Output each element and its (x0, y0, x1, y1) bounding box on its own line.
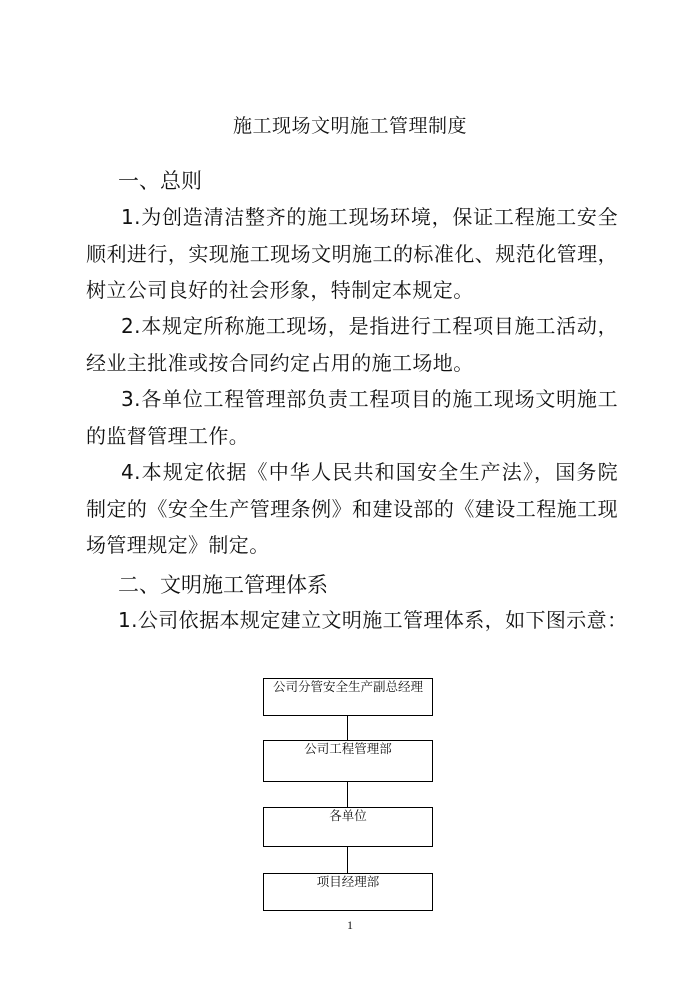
org-connector (347, 782, 348, 807)
document-title: 施工现场文明施工管理制度 (232, 115, 467, 137)
page-number: 1 (347, 918, 353, 932)
paragraph-5: 1.公司依据本规定建立文明施工管理体系，如下图示意： (118, 608, 628, 632)
section-heading-general: 一、总则 (118, 169, 202, 193)
paragraph-3: 3.各单位工程管理部负责工程项目的施工现场文明施工的监督管理工作。 (86, 387, 618, 448)
org-connector (347, 716, 348, 740)
org-connector (347, 847, 348, 873)
org-box-deputy-gm: 公司分管安全生产副总经理 (263, 678, 433, 716)
paragraph-1: 1.为创造清洁整齐的施工现场环境，保证工程施工安全顺利进行，实现施工现场文明施工的标准化、规范化管理，树立公司良好的社会形象，特制定本规定。 (86, 205, 618, 302)
section-heading-system: 二、文明施工管理体系 (118, 573, 328, 597)
org-box-project-dept: 项目经理部 (263, 873, 433, 911)
org-box-units: 各单位 (263, 807, 433, 847)
paragraph-2: 2.本规定所称施工现场，是指进行工程项目施工活动，经业主批准或按合同约定占用的施工场地。 (86, 314, 618, 375)
org-box-engineering-dept: 公司工程管理部 (263, 740, 433, 782)
paragraph-4: 4.本规定依据《中华人民共和国安全生产法》，国务院制定的《安全生产管理条例》和建设部的《建设工程施工现场管理规定》制定。 (86, 460, 618, 557)
